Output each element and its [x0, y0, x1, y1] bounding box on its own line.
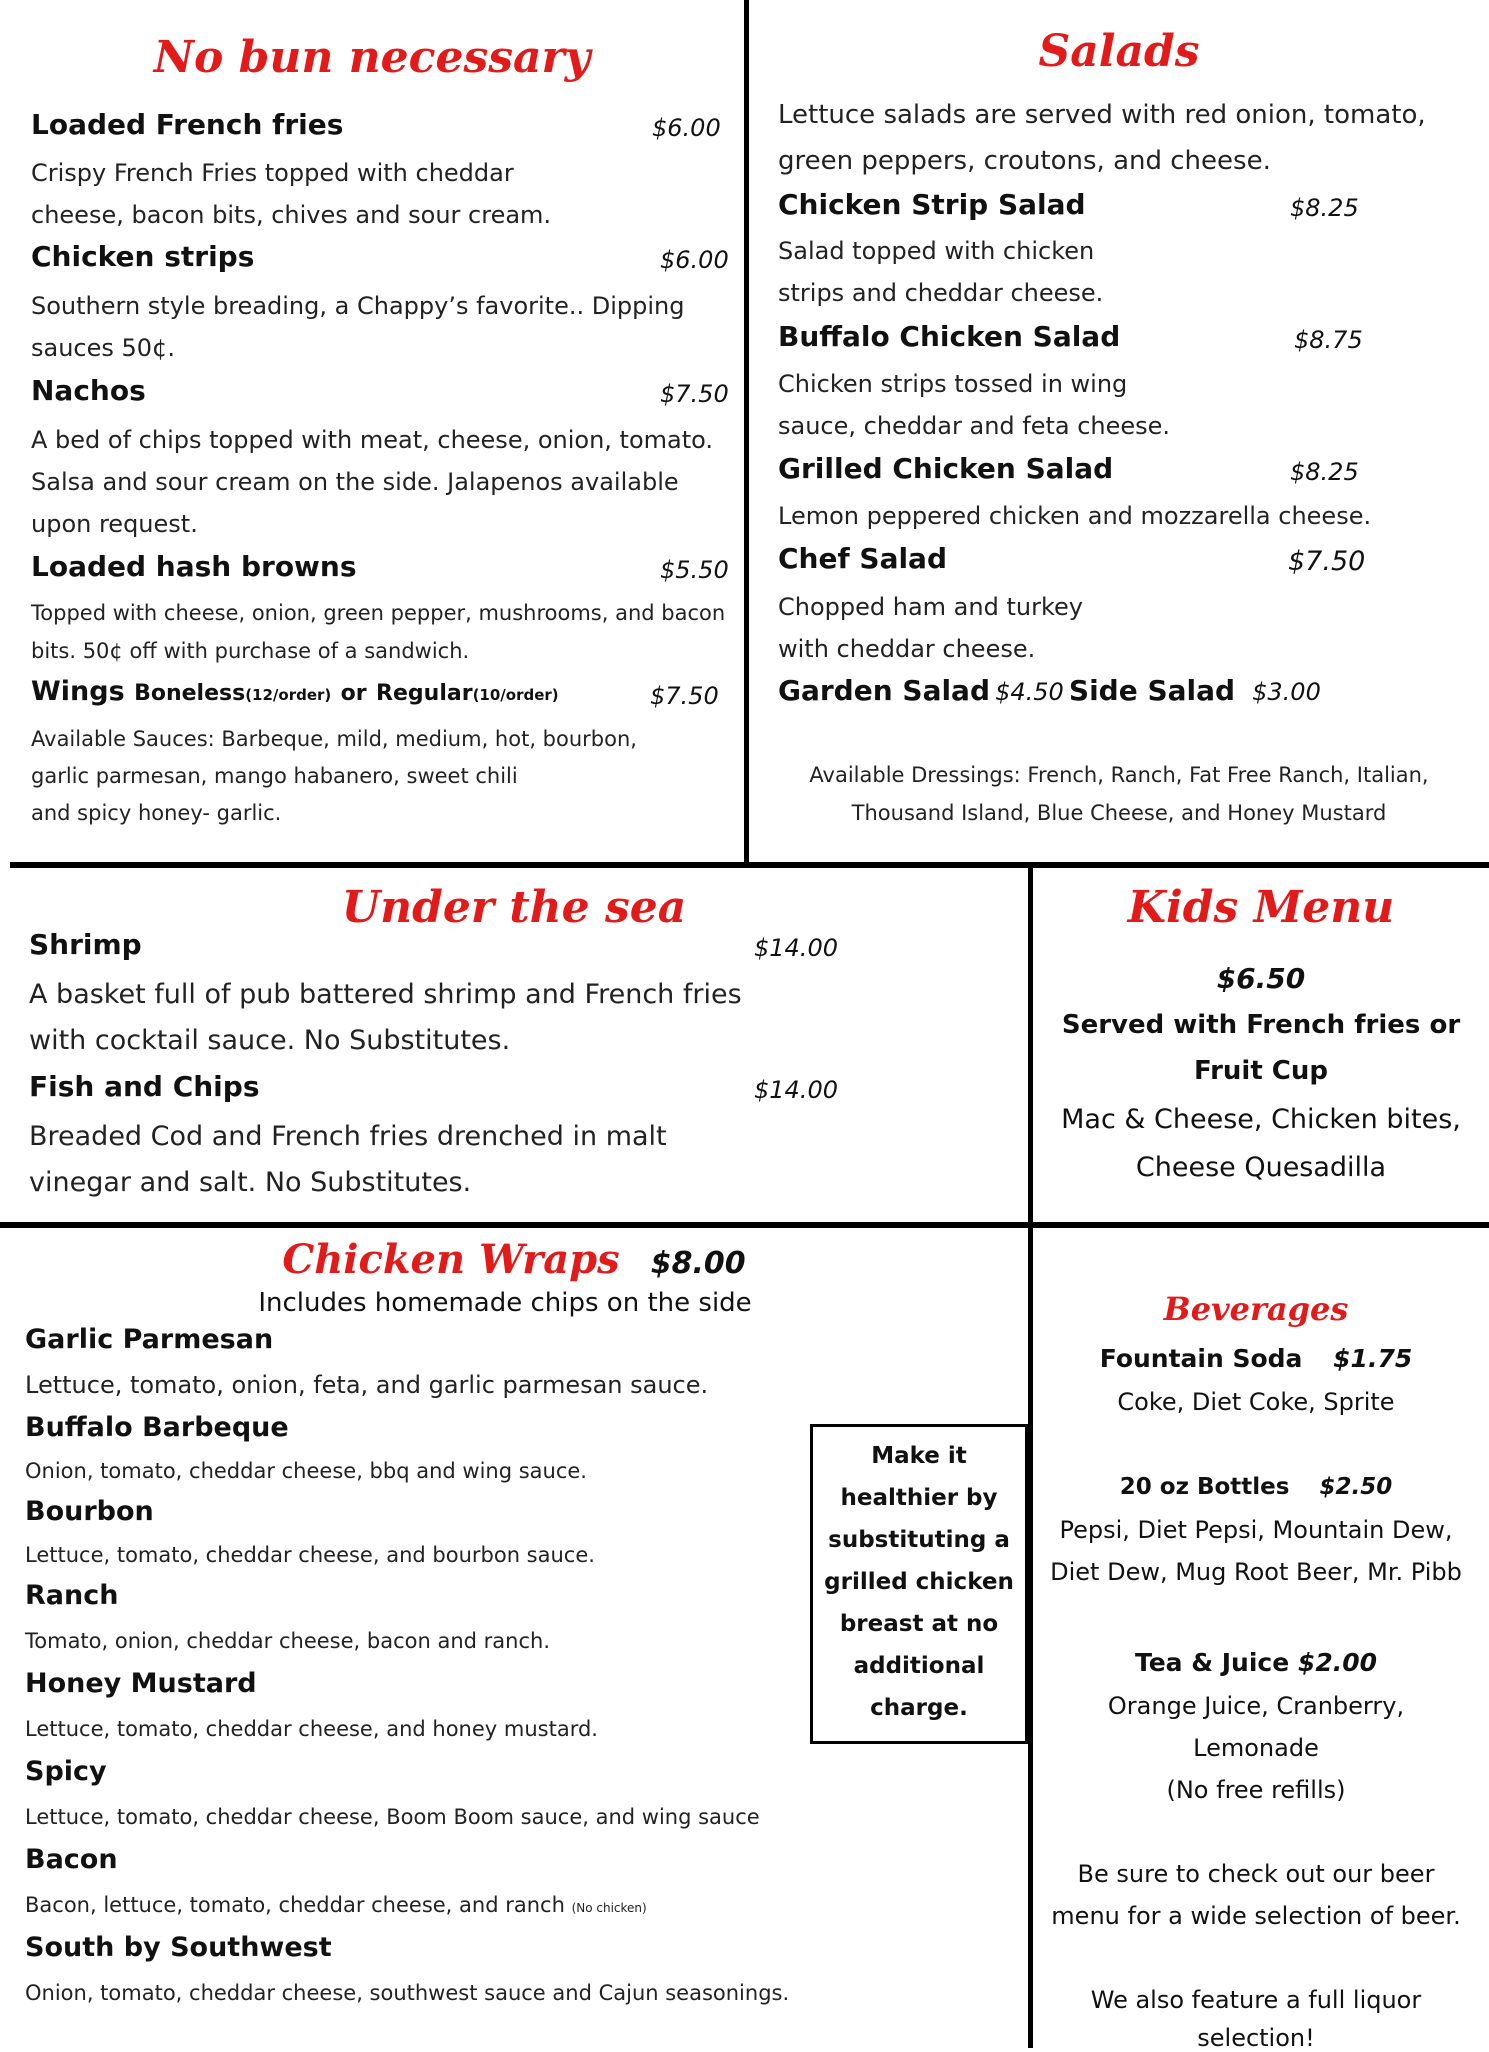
- item-name: Bacon: [25, 1844, 118, 1875]
- wings-option-regular: Regular: [376, 681, 473, 706]
- item-desc-line: sauces 50¢.: [31, 334, 175, 362]
- divider-horizontal-middle: [0, 1222, 1489, 1228]
- item-name: Ranch: [25, 1580, 119, 1611]
- item-desc-line: strips and cheddar cheese.: [778, 279, 1104, 307]
- item-desc-line: Chicken strips tossed in wing: [778, 370, 1128, 398]
- section-title: No bun necessary: [153, 32, 591, 83]
- section-title: Kids Menu: [1127, 882, 1395, 933]
- kids-options-line: Mac & Cheese, Chicken bites,: [1061, 1104, 1461, 1135]
- side-salad-price: $3.00: [1252, 678, 1321, 706]
- item-desc-line: garlic parmesan, mango habanero, sweet chili: [31, 764, 518, 788]
- item-price: $14.00: [754, 934, 838, 962]
- menu-item-garden-side-salad: [778, 674, 1321, 707]
- item-desc-line: A basket full of pub battered shrimp and French fries: [29, 979, 742, 1010]
- item-name: Shrimp: [29, 928, 142, 961]
- wraps-price: $8.00: [650, 1246, 746, 1281]
- item-price: $14.00: [754, 1076, 838, 1104]
- beverage-desc-line: Diet Dew, Mug Root Beer, Mr. Pibb: [1050, 1558, 1462, 1586]
- item-name: Loaded hash browns: [31, 550, 357, 583]
- beverage-desc: Coke, Diet Coke, Sprite: [1117, 1388, 1395, 1416]
- kids-options-line: Cheese Quesadilla: [1135, 1152, 1387, 1183]
- item-name: Fish and Chips: [29, 1070, 260, 1103]
- item-name: Chicken Strip Salad: [778, 188, 1086, 221]
- item-desc-line: with cocktail sauce. No Substitutes.: [29, 1025, 511, 1056]
- item-name: Nachos: [31, 374, 146, 407]
- item-desc-line: Topped with cheese, onion, green pepper, mushrooms, and bacon: [31, 601, 726, 625]
- beverage-price: $2.50: [1319, 1474, 1393, 1500]
- item-price: $6.00: [652, 114, 721, 142]
- section-title: Under the sea: [341, 882, 687, 933]
- garden-salad-price: $4.50: [995, 678, 1064, 706]
- item-desc-line: bits. 50¢ off with purchase of a sandwich.: [31, 639, 470, 663]
- item-desc-line: with cheddar cheese.: [778, 635, 1036, 663]
- kids-served-line: Served with French fries or: [1061, 1010, 1461, 1040]
- item-name: Buffalo Barbeque: [25, 1412, 289, 1443]
- section-title: Beverages: [1163, 1290, 1349, 1328]
- wings-label: Wings: [31, 676, 125, 707]
- wings-option-boneless: Boneless: [134, 681, 246, 706]
- item-desc-line: Chopped ham and turkey: [778, 593, 1083, 621]
- side-salad-name: Side Salad: [1068, 674, 1236, 707]
- wings-count-regular: (10/order): [472, 686, 559, 704]
- item-name: Loaded French fries: [31, 108, 344, 141]
- healthier-line: substituting a: [828, 1527, 1010, 1553]
- item-price: $5.50: [660, 556, 729, 584]
- item-price: $7.50: [650, 682, 719, 710]
- item-name: Buffalo Chicken Salad: [778, 320, 1121, 353]
- healthier-line: grilled chicken: [824, 1569, 1014, 1595]
- item-price: $7.50: [1288, 546, 1366, 577]
- item-name: Chicken strips: [31, 240, 255, 273]
- salads-intro-line: Lettuce salads are served with red onion, tomato,: [778, 100, 1426, 130]
- beverage-desc-line: (No free refills): [1166, 1776, 1346, 1804]
- beverage-price: $1.75: [1333, 1344, 1413, 1373]
- beverage-tea-juice: [1033, 1648, 1479, 1677]
- beverage-name: Tea & Juice: [1134, 1648, 1290, 1677]
- section-title: Salads: [1038, 26, 1200, 77]
- item-desc-text: Bacon, lettuce, tomato, cheddar cheese, and ranch: [25, 1893, 565, 1917]
- item-desc-line: Breaded Cod and French fries drenched in malt: [29, 1121, 667, 1152]
- item-desc: Onion, tomato, cheddar cheese, southwest sauce and Cajun seasonings.: [25, 1981, 790, 2005]
- healthier-option-box: [810, 1424, 1028, 1744]
- divider-vertical-top: [744, 0, 749, 866]
- healthier-line: Make it: [871, 1443, 967, 1469]
- item-desc: [25, 1886, 647, 1927]
- garden-salad-name: Garden Salad: [778, 674, 990, 707]
- item-price: $8.25: [1290, 458, 1359, 486]
- item-name: Grilled Chicken Salad: [778, 452, 1114, 485]
- item-desc: Lettuce, tomato, cheddar cheese, and bourbon sauce.: [25, 1543, 595, 1567]
- beverage-name: 20 oz Bottles: [1119, 1474, 1290, 1500]
- item-price: $6.00: [660, 246, 729, 274]
- item-desc-line: Southern style breading, a Chappy’s favorite.. Dipping: [31, 292, 685, 320]
- beer-note-line: Be sure to check out our beer: [1077, 1860, 1435, 1888]
- item-desc-line: Lemon peppered chicken and mozzarella cheese.: [778, 502, 1372, 530]
- healthier-line: charge.: [870, 1695, 968, 1721]
- beverage-20oz-bottles: [1033, 1474, 1479, 1500]
- healthier-line: healthier by: [840, 1485, 998, 1511]
- beverage-desc-line: Pepsi, Diet Pepsi, Mountain Dew,: [1059, 1516, 1453, 1544]
- item-desc-line: and spicy honey- garlic.: [31, 801, 282, 825]
- beverage-desc-line: Lemonade: [1193, 1734, 1319, 1762]
- item-desc-line: Salsa and sour cream on the side. Jalapenos available: [31, 468, 679, 496]
- beer-note-line: menu for a wide selection of beer.: [1051, 1902, 1461, 1930]
- kids-served-line: Fruit Cup: [1193, 1056, 1329, 1086]
- kids-price: $6.50: [1216, 962, 1306, 995]
- wings-or: or: [340, 681, 367, 706]
- item-name: South by Southwest: [25, 1932, 332, 1963]
- liquor-note-line: selection!: [1197, 2024, 1315, 2052]
- item-desc-line: Salad topped with chicken: [778, 237, 1095, 265]
- divider-horizontal-top: [10, 862, 1489, 868]
- item-price: $8.75: [1294, 326, 1363, 354]
- item-name: Honey Mustard: [25, 1668, 257, 1699]
- dressings-line: Available Dressings: French, Ranch, Fat Free Ranch, Italian,: [809, 763, 1429, 787]
- item-name: Garlic Parmesan: [25, 1324, 274, 1355]
- item-price: $8.25: [1290, 194, 1359, 222]
- healthier-line: additional: [853, 1653, 985, 1679]
- wings-count-boneless: (12/order): [245, 686, 332, 704]
- salads-intro-line: green peppers, croutons, and cheese.: [778, 146, 1271, 176]
- item-name: Chef Salad: [778, 542, 947, 575]
- item-desc: Lettuce, tomato, cheddar cheese, and honey mustard.: [25, 1717, 598, 1741]
- item-desc: Tomato, onion, cheddar cheese, bacon and ranch.: [25, 1629, 550, 1653]
- item-desc-line: A bed of chips topped with meat, cheese, onion, tomato.: [31, 426, 714, 454]
- item-desc-line: sauce, cheddar and feta cheese.: [778, 412, 1171, 440]
- item-desc: Lettuce, tomato, cheddar cheese, Boom Boom sauce, and wing sauce: [25, 1805, 760, 1829]
- item-desc-line: upon request.: [31, 510, 198, 538]
- wraps-header: [0, 1236, 1028, 1283]
- item-desc-line: Crispy French Fries topped with cheddar: [31, 159, 514, 187]
- dressings-line: Thousand Island, Blue Cheese, and Honey Mustard: [851, 801, 1387, 825]
- beverage-fountain-soda: [1033, 1344, 1479, 1373]
- item-desc-line: Available Sauces: Barbeque, mild, medium, hot, bourbon,: [31, 727, 637, 751]
- beverage-desc-line: Orange Juice, Cranberry,: [1107, 1692, 1405, 1720]
- liquor-note-line: We also feature a full liquor: [1090, 1986, 1422, 2014]
- section-title: Chicken Wraps: [282, 1236, 620, 1283]
- item-desc-line: cheese, bacon bits, chives and sour cream.: [31, 201, 552, 229]
- beverage-price: $2.00: [1297, 1648, 1377, 1677]
- item-name: Bourbon: [25, 1496, 154, 1527]
- item-name: [31, 676, 559, 707]
- item-desc: Lettuce, tomato, onion, feta, and garlic parmesan sauce.: [25, 1371, 709, 1399]
- item-note: (No chicken): [571, 1901, 647, 1915]
- item-desc: Onion, tomato, cheddar cheese, bbq and wing sauce.: [25, 1459, 587, 1483]
- item-desc-line: vinegar and salt. No Substitutes.: [29, 1167, 472, 1198]
- wraps-subtitle: Includes homemade chips on the side: [258, 1288, 752, 1318]
- healthier-line: breast at no: [839, 1611, 999, 1637]
- beverage-name: Fountain Soda: [1099, 1344, 1303, 1373]
- item-price: $7.50: [660, 380, 729, 408]
- item-name: Spicy: [25, 1756, 107, 1787]
